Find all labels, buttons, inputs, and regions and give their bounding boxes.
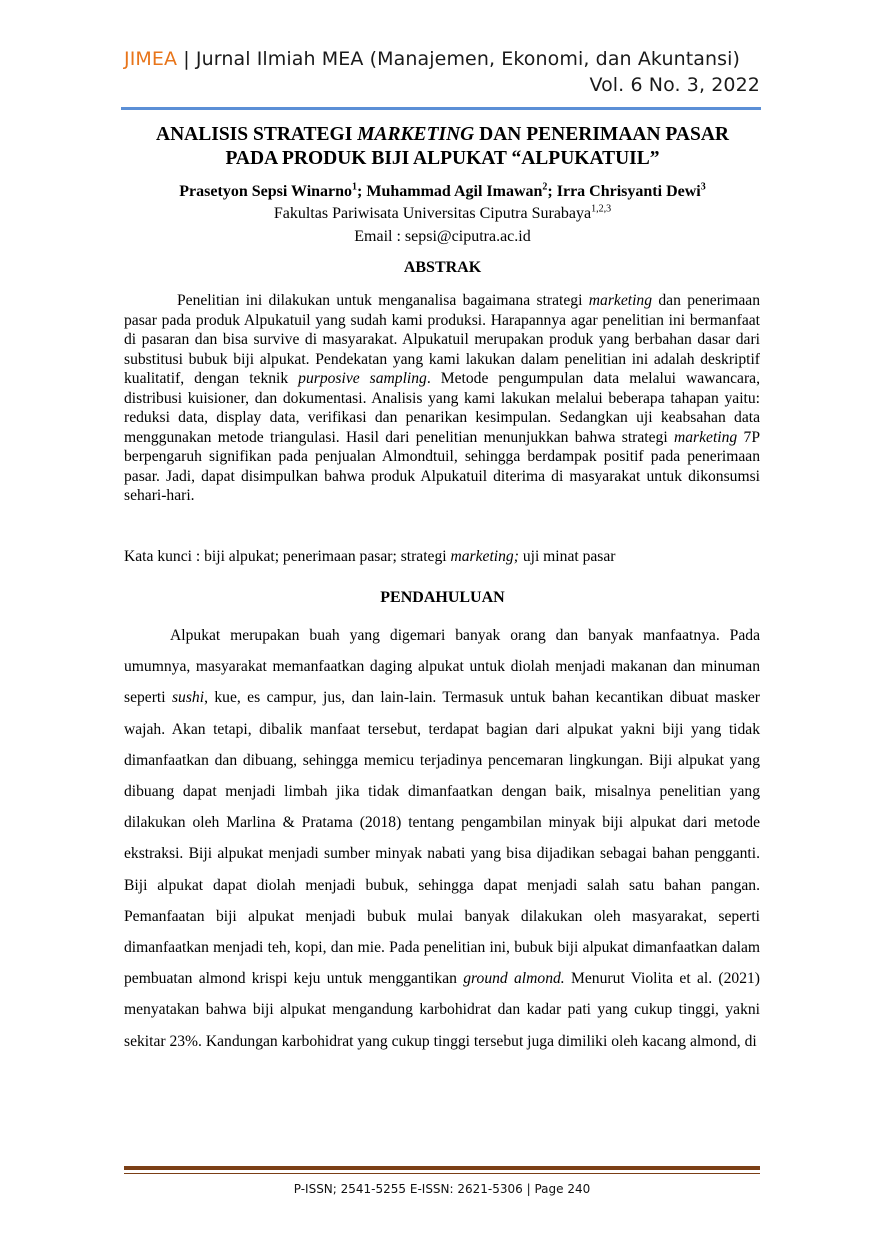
keywords-text: uji minat pasar <box>518 548 616 565</box>
abstract-heading: ABSTRAK <box>403 259 482 276</box>
author-email: Email : sepsi@ciputra.ac.id <box>354 228 531 245</box>
abstract-italic-text: marketing <box>588 292 653 309</box>
keywords-text: Kata kunci : biji alpukat; penerimaan pasar; strategi <box>124 548 451 565</box>
journal-separator: | <box>177 48 196 70</box>
journal-volume: Vol. 6 No. 3, 2022 <box>589 74 760 96</box>
affiliation-text: Fakultas Pariwisata Universitas Ciputra Surabaya <box>273 205 592 222</box>
abstract-text: Penelitian ini dilakukan untuk menganalisa bagaimana strategi <box>177 292 589 309</box>
intro-text: Alpukat merupakan buah yang digemari banyak orang dan banyak manfaatnya. Pada umumnya, masyarakat memanfaatkan daging alpukat untuk diolah menjadi makanan dan minuman seperti <box>124 627 760 707</box>
author-name: Prasetyon Sepsi Winarno <box>179 183 353 200</box>
title-italic-text: MARKETING <box>357 124 475 145</box>
title-text: PADA PRODUK BIJI ALPUKAT “ALPUKATUIL” <box>225 148 660 169</box>
abstract-text: . Metode pengumpulan data melalui wawancara, distribusi kuisioner, dan dokumentasi. Analisis yang kami lakukan melalui beberapa tahapan yaitu: reduksi data, display data, verifikasi dan penarikan kesimpulan. Sedangkan uji keabsahan data menggunakan metode triangulasi. Hasil dari penelitian menunjukkan bahwa strategi <box>124 370 760 446</box>
abstract-body <box>124 291 760 506</box>
author-affiliation-marker: 1 <box>352 181 358 193</box>
author-affiliation-marker: 2 <box>542 181 548 193</box>
header-rule <box>121 107 761 110</box>
journal-name: Jurnal Ilmiah MEA (Manajemen, Ekonomi, dan Akuntansi) <box>195 48 741 70</box>
author-name: Muhammad Agil Imawan <box>366 183 543 200</box>
intro-italic-text: ground almond. <box>463 970 565 988</box>
abstract-text: 7P berpengaruh signifikan pada penjualan Almondtuil, sehingga berdampak positif pada penerimaan pasar. Jadi, dapat disimpulkan bahwa produk Alpukatuil diterima di masyarakat untuk dikonsumsi sehari-hari. <box>124 428 760 504</box>
author-affiliation-marker: 3 <box>700 181 706 193</box>
abstract-italic-text: marketing <box>673 428 738 446</box>
title-text: DAN PENERIMAAN PASAR <box>474 124 729 145</box>
intro-italic-text: sushi <box>171 689 205 707</box>
author-list <box>100 182 785 202</box>
author-name: Irra Chrisyanti Dewi <box>556 183 701 200</box>
affiliation <box>100 204 785 224</box>
page-footer: P-ISSN; 2541-5255 E-ISSN: 2621-5306 | Page 240 <box>293 1182 591 1196</box>
affiliation-marker: 1,2,3 <box>591 203 612 215</box>
paper-title <box>100 123 785 171</box>
intro-body <box>124 620 760 1057</box>
author-separator: ; <box>547 183 557 200</box>
intro-text: , kue, es campur, jus, dan lain-lain. Termasuk untuk bahan kecantikan dibuat masker wajah. Akan tetapi, dibalik manfaat tersebut, terdapat bagian dari alpukat yakni biji yang tidak dimanfaatkan dan dibuang, sehingga memicu terjadinya pencemaran lingkungan. Biji alpukat yang dibuang dapat menjadi limbah jika tidak dimanfaatkan dengan baik, misalnya penelitian yang dilakukan oleh Marlina & Pratama (2018) tentang pengambilan minyak biji alpukat dari metode ekstraksi. Biji alpukat menjadi sumber minyak nabati yang bisa dijadikan sebagai bahan pengganti. Biji alpukat dapat diolah menjadi bubuk, sehingga dapat menjadi salah satu bahan pangan. Pemanfaatan biji alpukat menjadi bubuk mulai banyak dilakukan oleh masyarakat, seperti dimanfaatkan menjadi teh, kopi, dan mie. Pada penelitian ini, bubuk biji alpukat dimanfaatkan dalam pembuatan almond krispi keju untuk menggantikan <box>124 689 760 988</box>
journal-abbreviation: JIMEA <box>124 48 178 70</box>
intro-heading: PENDAHULUAN <box>380 589 505 606</box>
keywords <box>124 547 760 567</box>
abstract-italic-text: purposive sampling <box>298 370 427 387</box>
abstract-text: dan penerimaan pasar pada produk Alpukatuil yang sudah kami produksi. Harapannya agar penelitian ini bermanfaat di pasaran dan bisa survive di masyarakat. Alpukatuil merupakan produk yang berbahan dasar dari substitusi bubuk biji alpukat. Pendekatan yang kami lakukan dalam penelitian ini adalah deskriptif kualitatif, dengan teknik <box>124 292 760 387</box>
footer-rule-thick <box>124 1166 760 1170</box>
footer-rule-thin <box>124 1173 760 1174</box>
intro-text: Menurut Violita et al. (2021) menyatakan bahwa biji alpukat mengandung karbohidrat dan kadar pati yang cukup tinggi, yakni sekitar 23%. Kandungan karbohidrat yang cukup tinggi tersebut juga dimiliki oleh kacang almond, di <box>124 970 760 1050</box>
title-text: ANALISIS STRATEGI <box>155 124 358 145</box>
keywords-italic-text: marketing; <box>450 548 519 565</box>
author-separator: ; <box>357 183 367 200</box>
journal-header <box>124 48 760 96</box>
